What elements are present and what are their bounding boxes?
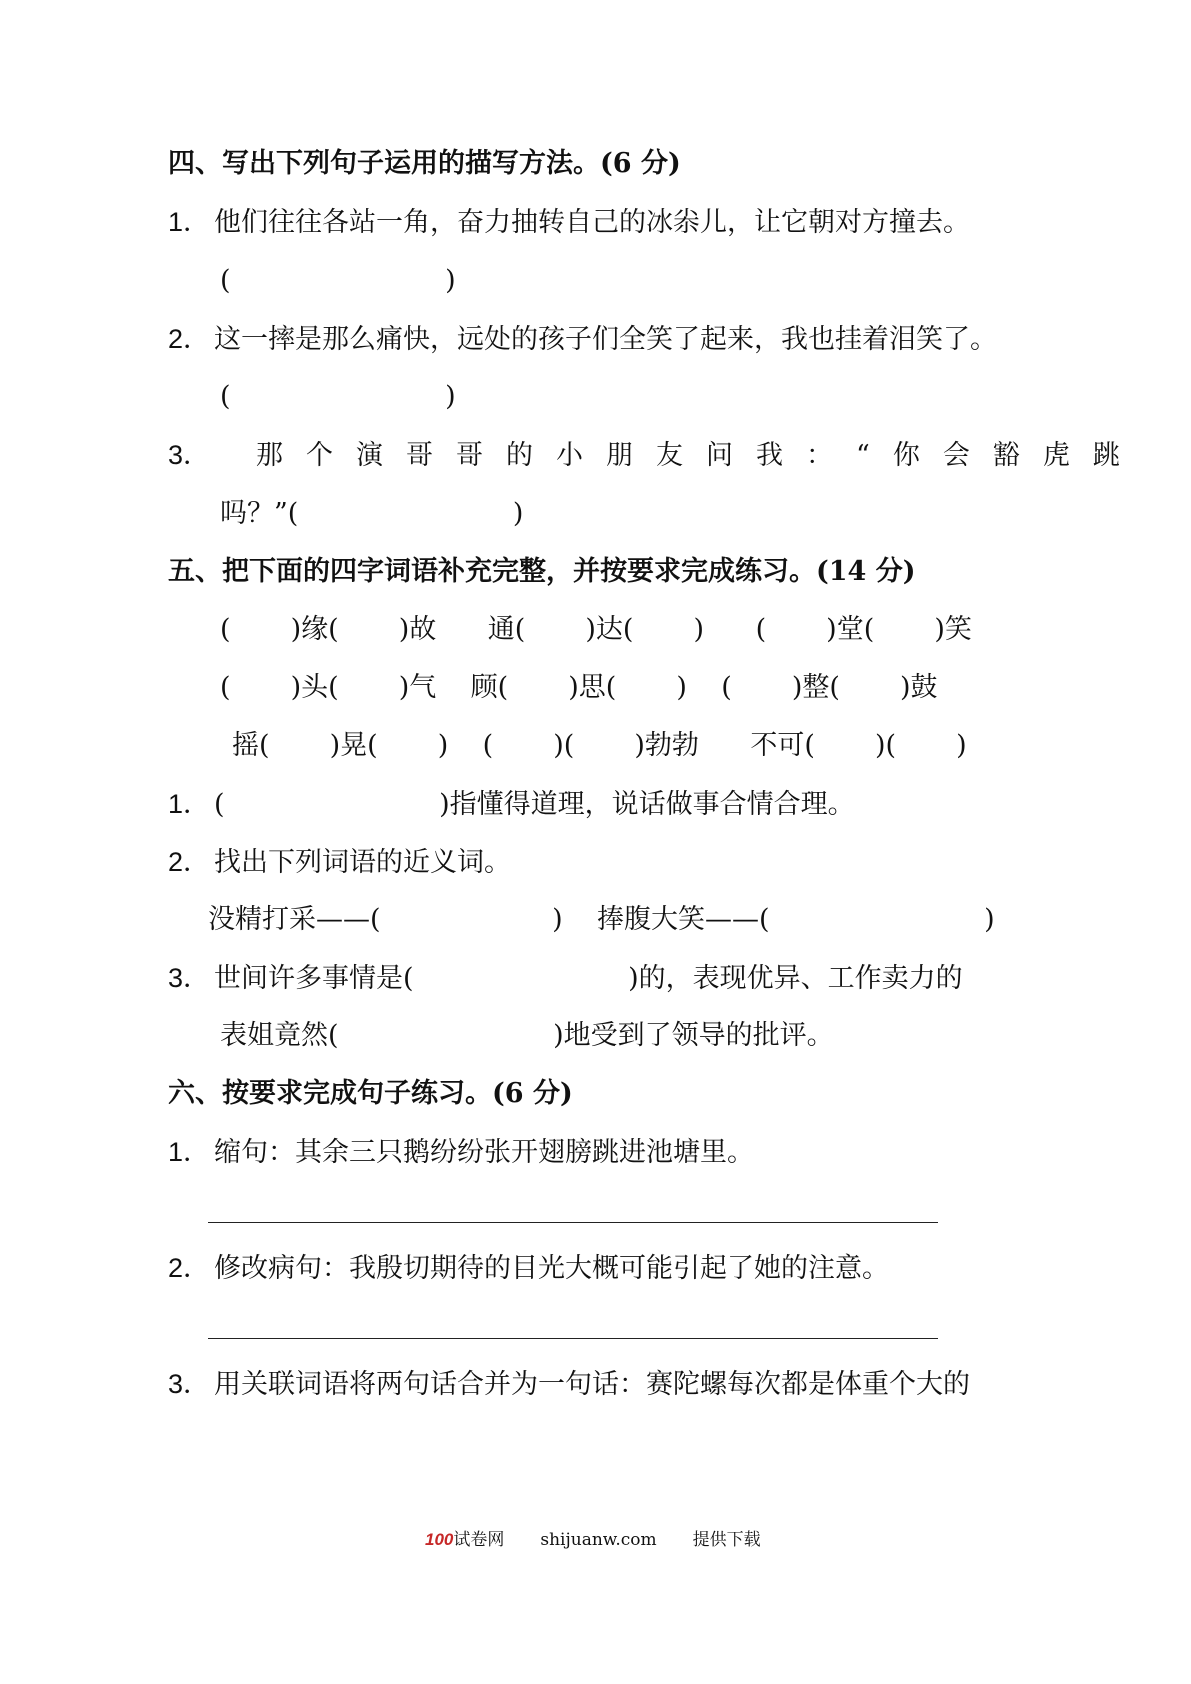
section-4-title: 四、写出下列句子运用的描写方法。(6 分): [168, 148, 681, 179]
section-6-title: 六、按要求完成句子练习。(6 分): [168, 1078, 573, 1109]
s5-question-1: [168, 787, 855, 822]
question-number: 2．: [168, 1253, 211, 1283]
s4-q3-continuation[interactable]: 吗？”( ): [220, 498, 524, 529]
question-text: 他们往往各站一角，奋力抽转自己的冰尜儿，让它朝对方撞去。: [214, 207, 971, 238]
question-text: 用关联词语将两句话合并为一句话：赛陀螺每次都是体重个大的: [214, 1369, 971, 1400]
s6-question-2: [168, 1251, 889, 1286]
s5-synonym-blanks[interactable]: 没精打采——( ) 捧腹大笑——( ): [208, 904, 995, 935]
question-text: 这一摔是那么痛快，远处的孩子们全笑了起来，我也挂着泪笑了。: [214, 324, 998, 355]
s5-idiom-row-1[interactable]: ( )缘( )故 通( )达( ) ( )堂( )笑: [220, 614, 972, 645]
download-note: 提供下载: [692, 1530, 761, 1550]
question-number: 3．: [168, 1369, 211, 1399]
s4-question-3: [168, 438, 1143, 473]
s6-question-3: [168, 1367, 970, 1402]
s4-question-1: [168, 205, 970, 240]
question-number: 1．: [168, 207, 211, 237]
s5-idiom-row-2[interactable]: ( )头( )气 顾( )思( ) ( )整( )鼓: [220, 672, 938, 703]
s4-question-2: [168, 322, 997, 357]
section-5-title: 五、把下面的四字词语补充完整，并按要求完成练习。(14 分): [168, 556, 916, 587]
question-text: 找出下列词语的近义词。: [214, 847, 512, 878]
s5-q3-continuation[interactable]: 表姐竟然( )地受到了领导的批评。: [220, 1020, 834, 1051]
s4-q2-answer-blank[interactable]: ( ): [220, 381, 456, 412]
question-number: 2．: [168, 847, 211, 877]
site-name: 试卷网: [453, 1530, 505, 1550]
s5-question-3: [168, 961, 963, 996]
question-number: 3．: [168, 963, 211, 993]
s4-q1-answer-blank[interactable]: ( ): [220, 265, 456, 296]
page-footer: [425, 1528, 761, 1552]
question-text: 世间许多事情是( )的，表现优异、工作卖力的: [214, 963, 963, 994]
question-number: 1．: [168, 789, 211, 819]
question-text: ( )指懂得道理，说话做事合情合理。: [214, 789, 855, 820]
question-text: 那个演哥哥的小朋友问我：“你会豁虎跳: [256, 440, 1143, 471]
site-logo: 100: [425, 1530, 454, 1549]
question-text: 修改病句：我殷切期待的目光大概可能引起了她的注意。: [214, 1253, 890, 1284]
s5-idiom-row-3[interactable]: 摇( )晃( ) ( )( )勃勃 不可( )( ): [232, 730, 967, 761]
s6-question-1: [168, 1135, 754, 1170]
question-number: 2．: [168, 324, 211, 354]
question-text: 缩句：其余三只鹅纷纷张开翅膀跳进池塘里。: [214, 1137, 755, 1168]
question-number: 1．: [168, 1137, 211, 1167]
s6-q1-answer-line[interactable]: [208, 1222, 938, 1223]
s6-q2-answer-line[interactable]: [208, 1338, 938, 1339]
s5-question-2: [168, 845, 511, 880]
question-number: 3．: [168, 440, 211, 470]
site-domain: shijuanw.com: [540, 1530, 657, 1550]
